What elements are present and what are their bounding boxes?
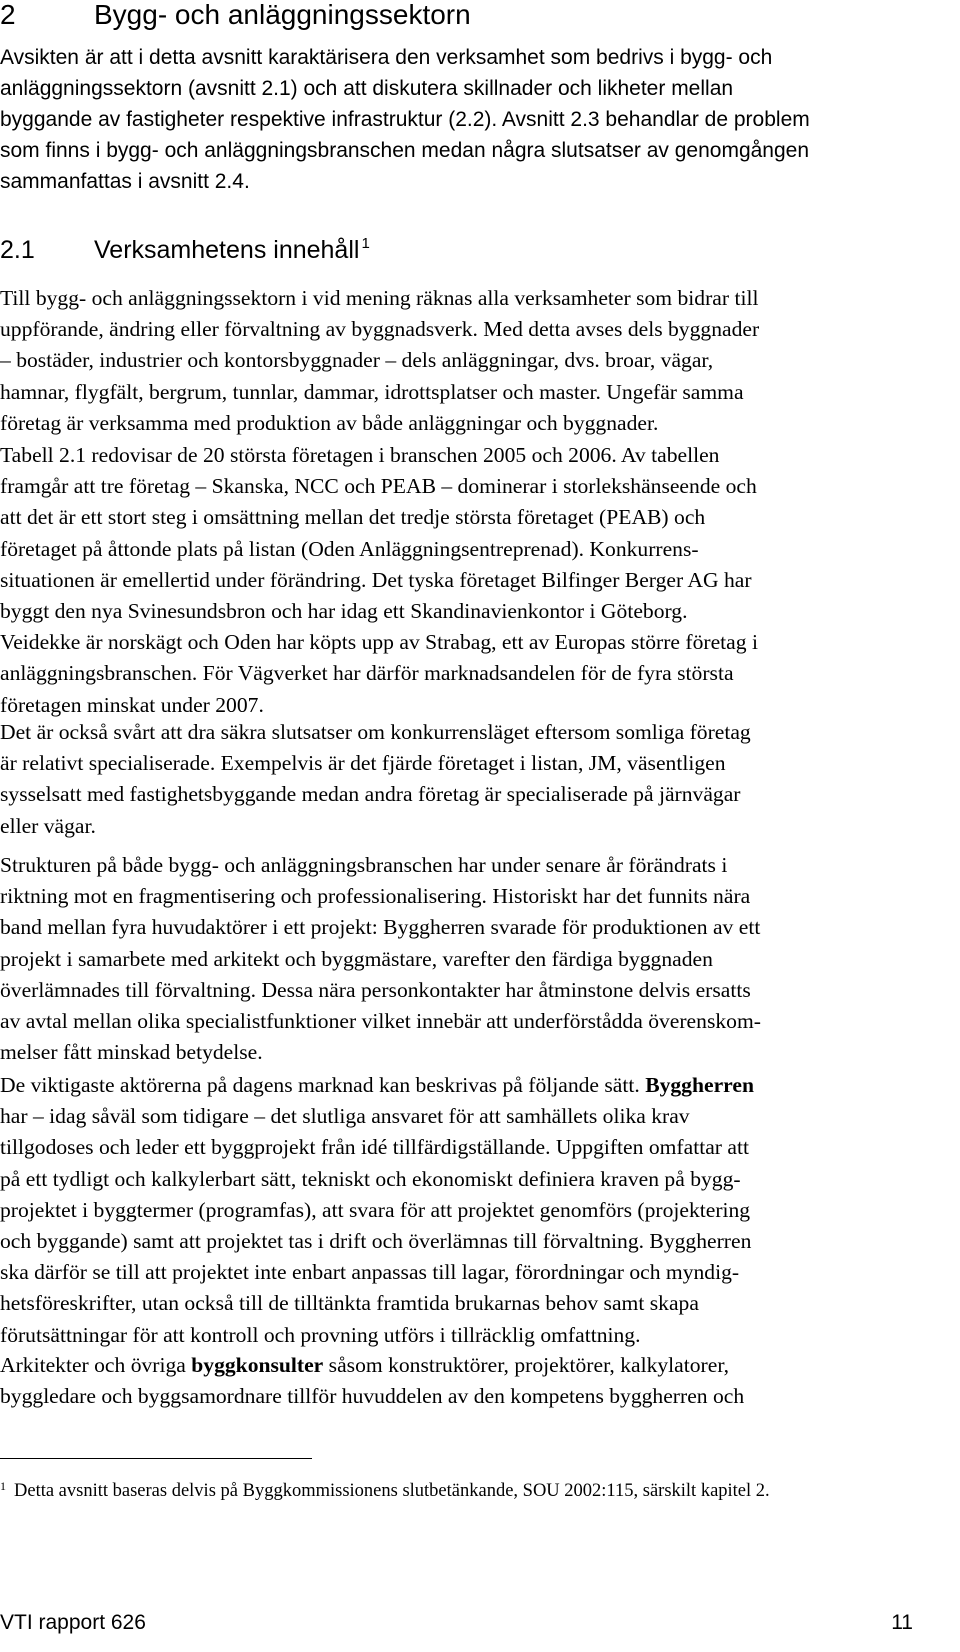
paragraph-5 xyxy=(0,1070,925,1351)
text-line: band mellan fyra huvudaktörer i ett projekt: Byggherren svarade för produktionen av ett xyxy=(0,915,761,940)
text-line: anläggningsbranschen. För Vägverket har därför marknadsandelen för de fyra största xyxy=(0,661,734,686)
footnote-marker: 1 xyxy=(0,1479,6,1493)
page-number: 11 xyxy=(891,1611,913,1634)
intro-paragraph xyxy=(0,42,920,197)
section-heading xyxy=(0,0,471,32)
text-line: förutsättningar för att kontroll och provning utförs i tillräcklig omfattning. xyxy=(0,1322,641,1347)
text-line: byggt den nya Svinesundsbron och har idag ett Skandinavienkontor i Göteborg. xyxy=(0,599,688,624)
text-line: byggande av fastigheter respektive infrastruktur (2.2). Avsnitt 2.3 behandlar de problem xyxy=(0,108,810,131)
text-line: projektet i byggtermer (programfas), att svara för att projektet genomförs (projektering xyxy=(0,1197,751,1222)
report-name: VTI rapport 626 xyxy=(0,1611,146,1634)
subsection-title: Verksamhetens innehåll xyxy=(94,236,360,264)
text-run: såsom konstruktörer, projektörer, kalkylatorer, xyxy=(323,1353,730,1377)
text-line: hetsföreskrifter, utan också till de tilltänkta framtida brukarnas behov samt skapa xyxy=(0,1291,699,1316)
text-line: anläggningssektorn (avsnitt 2.1) och att diskutera skillnader och likheter mellan xyxy=(0,77,734,100)
text-line: uppförande, ändring eller förvaltning av byggnadsverk. Med detta avses dels byggnader xyxy=(0,317,760,342)
text-line: Till bygg- och anläggningssektorn i vid mening räknas alla verksamheter som bidrar till xyxy=(0,286,759,310)
text-line: företag är verksamma med produktion av både anläggningar och byggnader. xyxy=(0,410,659,435)
text-line: tillgodoses och leder ett byggprojekt från idé tillfärdigställande. Uppgiften omfattar att xyxy=(0,1135,749,1160)
text-line: som finns i bygg- och anläggningsbranschen medan några slutsatser av genomgången xyxy=(0,139,810,162)
text-line: Strukturen på både bygg- och anläggningsbranschen har under senare år förändrats i xyxy=(0,853,728,877)
text-line: melser fått minskad betydelse. xyxy=(0,1040,263,1065)
text-line: och byggande) samt att projektet tas i drift och överlämnas till förvaltning. Byggherren xyxy=(0,1229,752,1254)
text-line: situationen är emellertid under förändring. Det tyska företaget Bilfinger Berger AG har xyxy=(0,567,752,592)
footnote-divider xyxy=(0,1458,312,1459)
text-line: Tabell 2.1 redovisar de 20 största företagen i branschen 2005 och 2006. Av tabellen xyxy=(0,443,720,467)
term-byggherren: Byggherren xyxy=(645,1073,754,1097)
paragraph-2 xyxy=(0,440,925,721)
text-line: överlämnades till förvaltning. Dessa nära personkontakter har åtminstone delvis ersatts xyxy=(0,977,751,1002)
text-line: företaget på åttonde plats på listan (Oden Anläggningsentreprenad). Konkurrens- xyxy=(0,536,699,561)
text-line: eller vägar. xyxy=(0,813,96,838)
text-line: ska därför se till att projektet inte enbart anpassas till lagar, förordningar och myndig- xyxy=(0,1260,740,1285)
text-run: De viktigaste aktörerna på dagens marknad kan beskrivas på följande sätt. xyxy=(0,1073,646,1097)
text-line: – bostäder, industrier och kontorsbyggnader – dels anläggningar, dvs. broar, vägar, xyxy=(0,348,714,373)
text-line: Veidekke är norskägt och Oden har köpts upp av Strabag, ett av Europas större företag i xyxy=(0,630,758,655)
text-line: på ett tydligt och kalkylerbart sätt, tekniskt och ekonomiskt definiera kraven på bygg- xyxy=(0,1166,741,1191)
text-line xyxy=(0,1350,925,1381)
footnote-text: Detta avsnitt baseras delvis på Byggkommissionens slutbetänkande, SOU 2002:115, särskilt kapitel 2. xyxy=(14,1481,770,1501)
section-number: 2 xyxy=(0,0,16,30)
text-line: företagen minskat under 2007. xyxy=(0,692,264,717)
text-line: sammanfattas i avsnitt 2.4. xyxy=(0,170,250,193)
text-line: hamnar, flygfält, bergrum, tunnlar, dammar, idrottsplatser och master. Ungefär samma xyxy=(0,379,744,404)
text-line: har – idag såväl som tidigare – det slutliga ansvaret för att samhällets olika krav xyxy=(0,1104,690,1129)
paragraph-4 xyxy=(0,850,925,1068)
text-line: Det är också svårt att dra säkra slutsatser om konkurrensläget eftersom somliga företag xyxy=(0,720,751,744)
text-line: projekt i samarbete med arkitekt och byggmästare, varefter den färdiga byggnaden xyxy=(0,946,713,971)
term-byggkonsulter: byggkonsulter xyxy=(191,1353,324,1377)
section-title: Bygg- och anläggningssektorn xyxy=(94,0,471,30)
paragraph-6 xyxy=(0,1350,925,1412)
text-line: riktning mot en fragmentisering och professionalisering. Historiskt har det funnits nära xyxy=(0,884,751,909)
text-line: framgår att tre företag – Skanska, NCC och PEAB – dominerar i storlekshänseende och xyxy=(0,474,757,499)
footnote-reference: 1 xyxy=(361,235,370,252)
paragraph-3 xyxy=(0,717,925,842)
subsection-number: 2.1 xyxy=(0,236,35,264)
paragraph-1 xyxy=(0,283,925,439)
text-line xyxy=(0,1070,925,1101)
subsection-heading xyxy=(0,234,370,266)
text-line: av avtal mellan olika specialistfunktioner vilket innebär att underförstådda överenskom- xyxy=(0,1009,761,1034)
text-line: byggledare och byggsamordnare tillför huvuddelen av den kompetens byggherren och xyxy=(0,1384,745,1409)
text-line: att det är ett stort steg i omsättning mellan det tredje största företaget (PEAB) och xyxy=(0,505,706,530)
footnote xyxy=(0,1478,770,1504)
text-line: sysselsatt med fastighetsbyggande medan andra företag är specialiserade på järnvägar xyxy=(0,782,741,807)
text-line: Avsikten är att i detta avsnitt karaktärisera den verksamhet som bedrivs i bygg- och xyxy=(0,46,773,69)
text-run: Arkitekter och övriga xyxy=(0,1353,192,1377)
text-line: är relativt specialiserade. Exempelvis är det fjärde företaget i listan, JM, väsentligen xyxy=(0,751,726,776)
